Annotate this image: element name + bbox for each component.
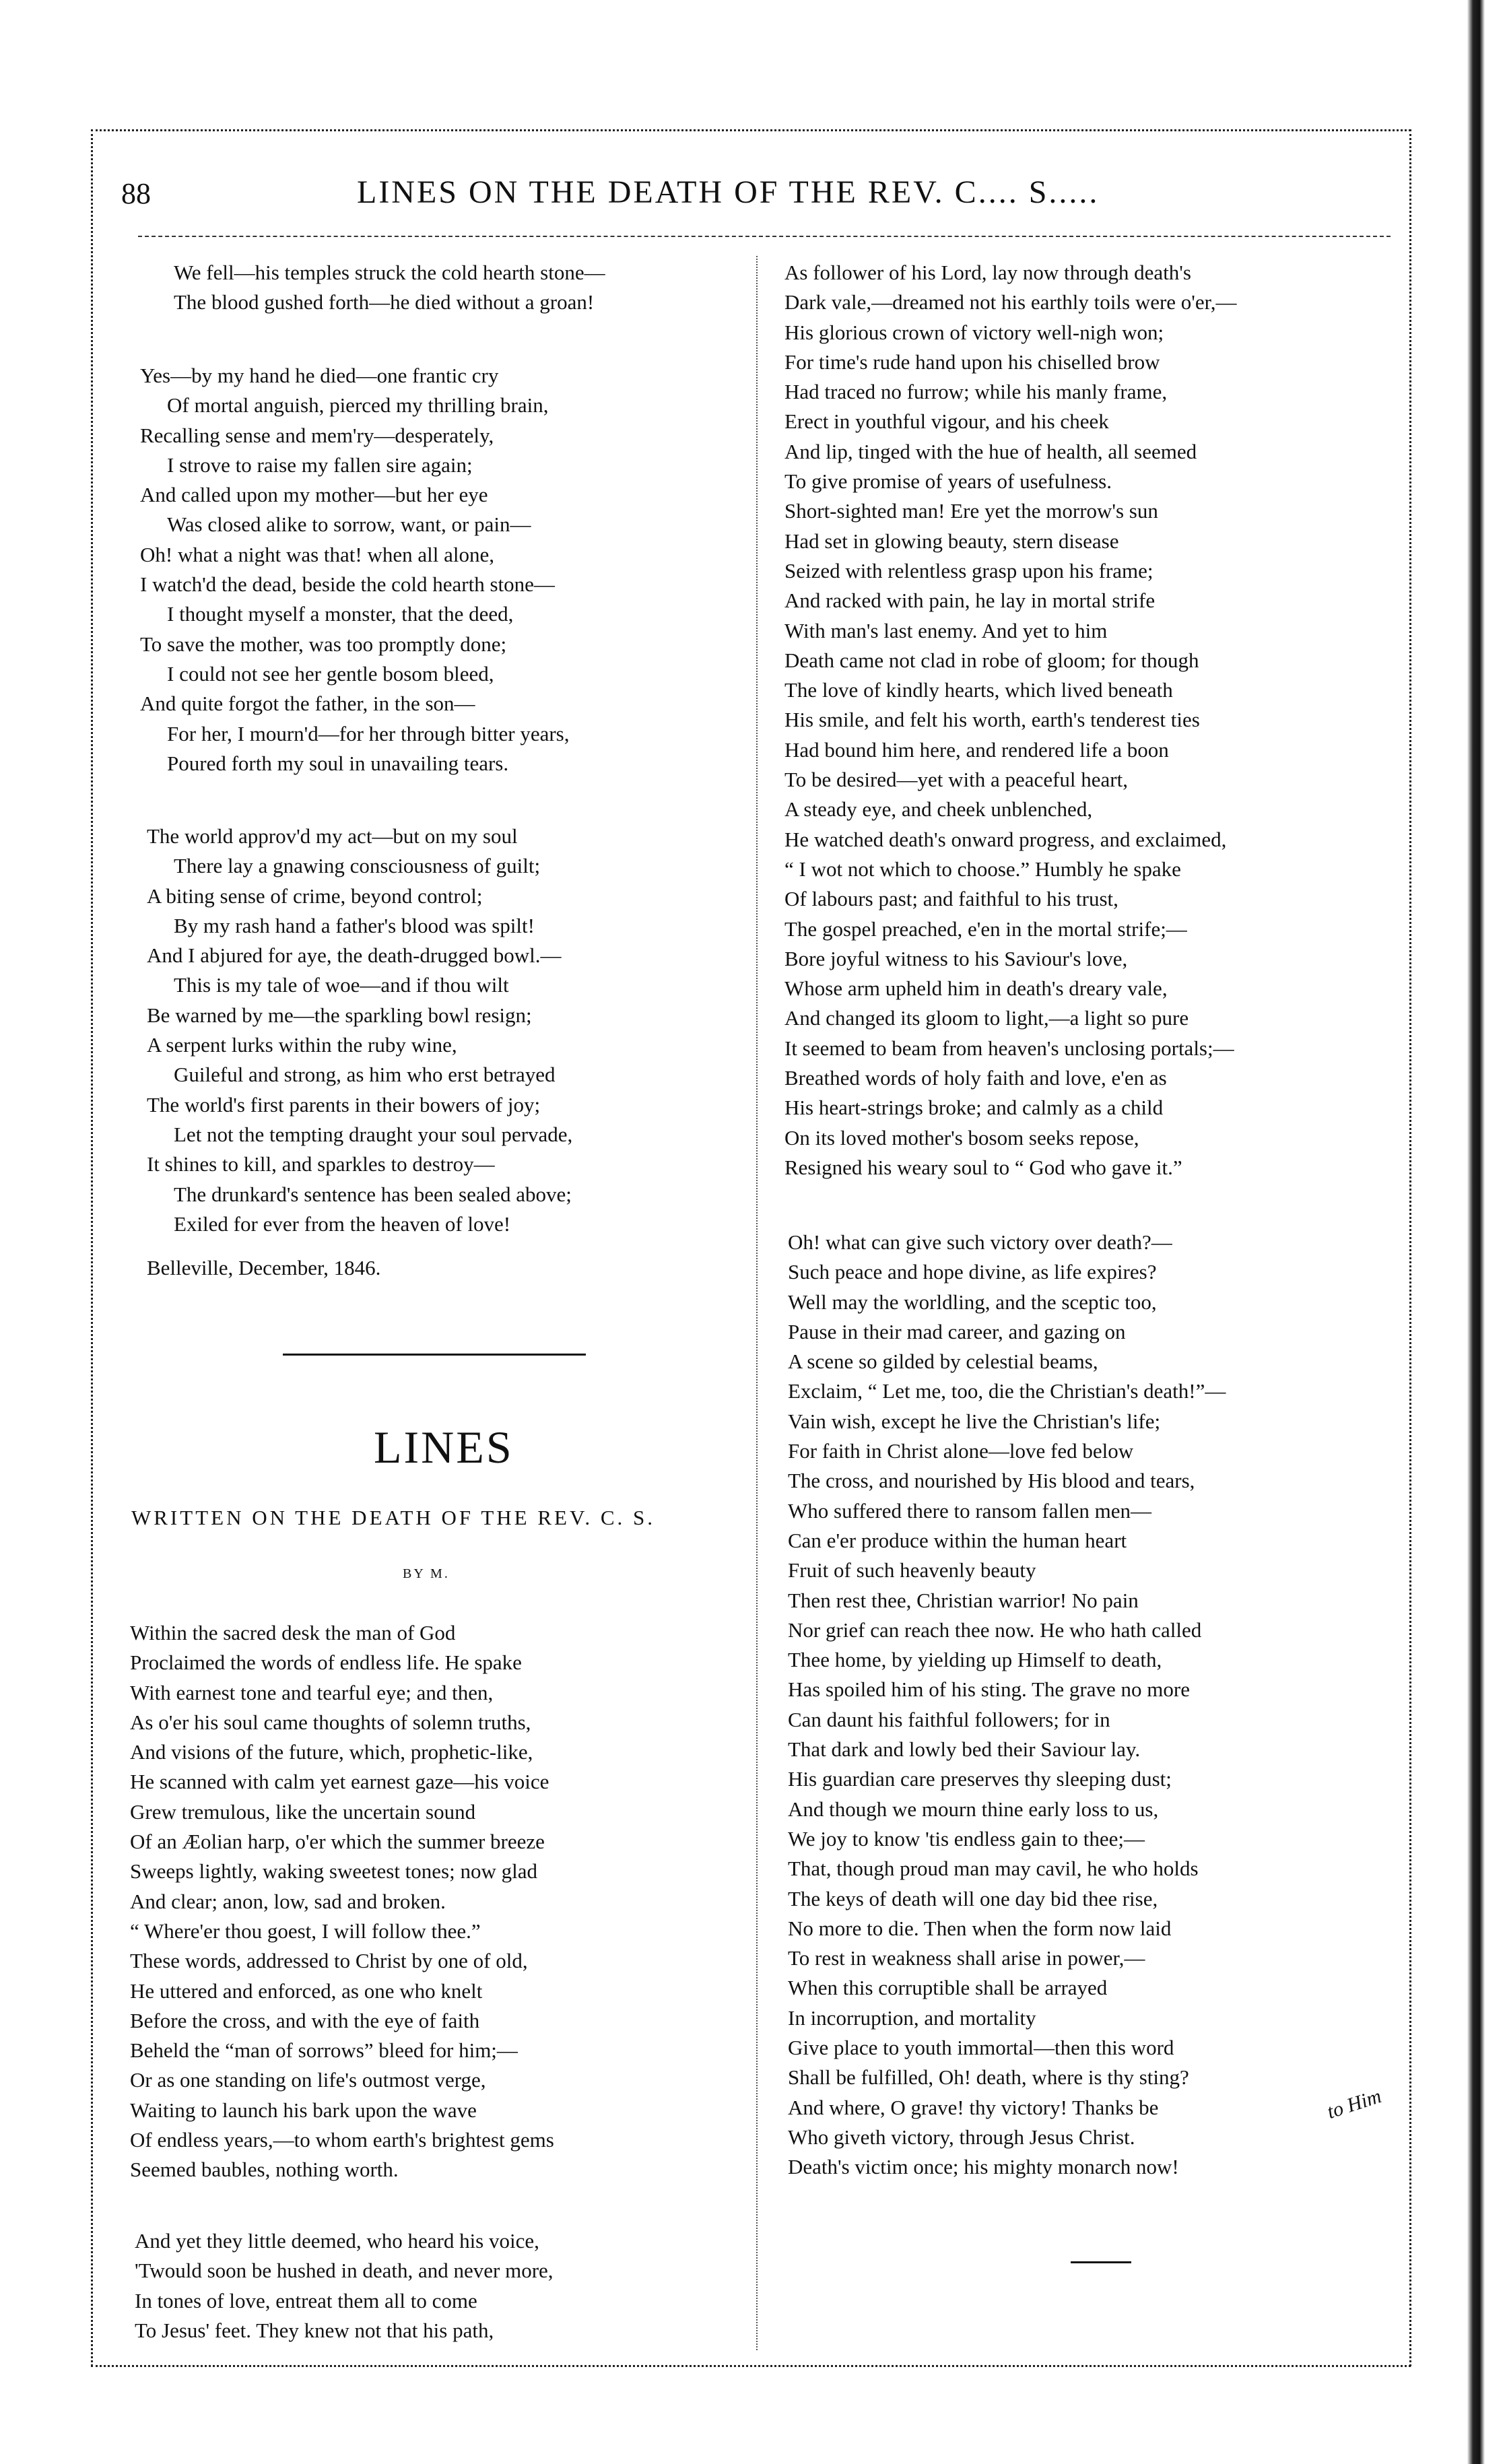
page-border-right <box>1409 129 1411 2366</box>
verse-line: Bore joyful witness to his Saviour's love, <box>784 946 1128 970</box>
verse-line: Seized with relentless grasp upon his frame; <box>784 558 1153 582</box>
verse-line: Of an Æolian harp, o'er which the summer breeze <box>130 1830 545 1854</box>
verse-line: The world approv'd my act—but on my soul <box>147 824 518 848</box>
verse-line: To be desired—yet with a peaceful heart, <box>784 768 1128 792</box>
verse-line: The keys of death will one day bid thee rise, <box>788 1886 1158 1910</box>
verse-line: This is my tale of woe—and if thou wilt <box>174 973 509 997</box>
verse-line: And quite forgot the father, in the son— <box>140 692 475 716</box>
verse-line: “ Where'er thou goest, I will follow thee.” <box>130 1919 481 1943</box>
verse-line: And where, O grave! thy victory! Thanks be <box>788 2095 1159 2119</box>
verse-line: We joy to know 'tis endless gain to thee;— <box>788 1826 1145 1851</box>
verse-line: Vain wish, except he live the Christian's life; <box>788 1409 1161 1433</box>
verse-line: Breathed words of holy faith and love, e'en as <box>784 1066 1167 1090</box>
verse-line: Can e'er produce within the human heart <box>788 1528 1127 1552</box>
verse-line: Oh! what a night was that! when all alone, <box>140 542 494 566</box>
verse-line: And called upon my mother—but her eye <box>140 483 488 507</box>
verse-line: A steady eye, and cheek unblenched, <box>784 797 1093 822</box>
verse-line: The world's first parents in their bowers of joy; <box>147 1092 541 1117</box>
verse-line: Has spoiled him of his sting. The grave no more <box>788 1677 1190 1702</box>
verse-line: Recalling sense and mem'ry—desperately, <box>140 423 494 447</box>
verse-line: Yes—by my hand he died—one frantic cry <box>140 364 499 387</box>
verse-line: His smile, and felt his worth, earth's tenderest ties <box>784 708 1200 732</box>
verse-line: Seemed baubles, nothing worth. <box>130 2158 399 2182</box>
page-number: 88 <box>121 177 151 210</box>
verse-line: I strove to raise my fallen sire again; <box>167 453 473 477</box>
verse-line: Erect in youthful vigour, and his cheek <box>784 409 1109 434</box>
verse-line: He watched death's onward progress, and exclaimed, <box>784 827 1227 851</box>
verse-line: In incorruption, and mortality <box>788 2005 1036 2030</box>
verse-line: Pause in their mad career, and gazing on <box>788 1319 1126 1343</box>
verse-line: Of mortal anguish, pierced my thrilling brain, <box>167 393 549 418</box>
verse-line: Proclaimed the words of endless life. He spake <box>130 1651 522 1675</box>
verse-line: Was closed alike to sorrow, want, or pain— <box>167 512 531 537</box>
verse-line: “ I wot not which to choose.” Humbly he spake <box>784 857 1181 881</box>
stanza-left-1 <box>147 258 605 318</box>
verse-line: I thought myself a monster, that the deed, <box>167 602 514 626</box>
verse-line: Or as one standing on life's outmost verge, <box>130 2068 486 2092</box>
margin-note: to Him <box>1324 2085 1384 2123</box>
verse-line: Nor grief can reach thee now. He who hath called <box>788 1618 1202 1642</box>
separator-rule <box>283 1354 586 1356</box>
verse-line: And I abjured for aye, the death-drugged bowl.— <box>147 943 562 968</box>
verse-line: Resigned his weary soul to “ God who gave it.” <box>784 1155 1182 1179</box>
verse-line: A scene so gilded by celestial beams, <box>788 1350 1098 1374</box>
verse-line: Exiled for ever from the heaven of love! <box>174 1211 511 1236</box>
verse-line: Grew tremulous, like the uncertain sound <box>130 1799 476 1824</box>
stanza-left-2 <box>140 361 570 778</box>
verse-line: To give promise of years of usefulness. <box>784 469 1112 494</box>
verse-line: As follower of his Lord, lay now through death's <box>784 261 1191 284</box>
verse-line: He uttered and enforced, as one who knelt <box>130 1978 483 2003</box>
verse-line: Beheld the “man of sorrows” bleed for him;— <box>130 2038 518 2063</box>
verse-line: And yet they little deemed, who heard his voice, <box>135 2229 539 2253</box>
verse-line: Had traced no furrow; while his manly frame, <box>784 380 1168 404</box>
verse-line: In tones of love, entreat them all to come <box>135 2288 477 2312</box>
verse-line: It seemed to beam from heaven's unclosing portals;— <box>784 1036 1234 1060</box>
verse-line: Let not the tempting draught your soul pervade, <box>174 1122 573 1146</box>
verse-line: To save the mother, was too promptly done; <box>140 632 507 656</box>
verse-line: Well may the worldling, and the sceptic too, <box>788 1290 1157 1314</box>
verse-line: Sweeps lightly, waking sweetest tones; now glad <box>130 1859 537 1884</box>
verse-line: Be warned by me—the sparkling bowl resign; <box>147 1003 532 1027</box>
verse-line: The love of kindly hearts, which lived beneath <box>784 678 1173 702</box>
verse-line: Can daunt his faithful followers; for in <box>788 1707 1110 1731</box>
verse-line: A biting sense of crime, beyond control; <box>147 884 483 908</box>
verse-line: Thee home, by yielding up Himself to death, <box>788 1648 1162 1672</box>
verse-line: Guileful and strong, as him who erst betrayed <box>174 1063 556 1087</box>
verse-line: Give place to youth immortal—then this word <box>788 2036 1174 2060</box>
verse-line: Exclaim, “ Let me, too, die the Christian's death!”— <box>788 1379 1226 1403</box>
verse-line: Fruit of such heavenly beauty <box>788 1558 1036 1583</box>
verse-line: He scanned with calm yet earnest gaze—his voice <box>130 1770 549 1794</box>
verse-line: That dark and lowly bed their Saviour lay. <box>788 1737 1141 1762</box>
verse-line: Waiting to launch his bark upon the wave <box>130 2098 477 2122</box>
verse-line: Had set in glowing beauty, stern disease <box>784 529 1119 553</box>
verse-line: Dark vale,—dreamed not his earthly toils were o'er,— <box>784 290 1237 314</box>
stanza-left-4 <box>130 1618 554 2185</box>
verse-line: Oh! what can give such victory over death?— <box>788 1230 1172 1254</box>
running-title: LINES ON THE DEATH OF THE REV. C.... S..... <box>357 174 1100 210</box>
verse-line: And visions of the future, which, prophetic-like, <box>130 1740 533 1764</box>
verse-line: For time's rude hand upon his chiselled brow <box>784 349 1160 374</box>
poem-subtitle: WRITTEN ON THE DEATH OF THE REV. C. S. <box>131 1506 656 1529</box>
verse-line: Death came not clad in robe of gloom; for though <box>784 648 1199 672</box>
verse-line: Of labours past; and faithful to his trust, <box>784 887 1118 911</box>
verse-line: And racked with pain, he lay in mortal strife <box>784 589 1156 613</box>
verse-line: No more to die. Then when the form now laid <box>788 1916 1172 1940</box>
verse-line: The cross, and nourished by His blood and tears, <box>788 1469 1195 1493</box>
verse-line: Such peace and hope divine, as life expires? <box>788 1260 1157 1284</box>
poem-byline: BY M. <box>403 1566 450 1581</box>
verse-line: It shines to kill, and sparkles to destroy— <box>147 1152 495 1176</box>
verse-line: These words, addressed to Christ by one of old, <box>130 1949 528 1973</box>
verse-line: Who giveth victory, through Jesus Christ. <box>788 2125 1135 2149</box>
column-divider <box>756 256 758 2350</box>
verse-line: For her, I mourn'd—for her through bitter years, <box>167 721 570 745</box>
verse-line: For faith in Christ alone—love fed below <box>788 1439 1134 1463</box>
verse-line: Had bound him here, and rendered life a boon <box>784 737 1169 762</box>
poem-title: LINES <box>374 1422 514 1473</box>
verse-line: And changed its gloom to light,—a light so pure <box>784 1006 1189 1030</box>
verse-line: When this corruptible shall be arrayed <box>788 1976 1108 2000</box>
page-border-top <box>91 129 1411 131</box>
verse-line: Before the cross, and with the eye of faith <box>130 2008 480 2032</box>
verse-line: Of endless years,—to whom earth's brightest gems <box>130 2128 554 2152</box>
verse-line: His guardian care preserves thy sleeping dust; <box>788 1767 1172 1791</box>
verse-line: On its loved mother's bosom seeks repose, <box>784 1125 1139 1150</box>
verse-line: The blood gushed forth—he died without a groan! <box>174 290 595 314</box>
verse-line: His heart-strings broke; and calmly as a child <box>784 1096 1164 1120</box>
verse-line: I could not see her gentle bosom bleed, <box>167 661 494 686</box>
header-rule <box>138 236 1391 237</box>
page-border-bottom <box>91 2365 1411 2367</box>
verse-line: And lip, tinged with the hue of health, all seemed <box>784 439 1197 463</box>
verse-line: As o'er his soul came thoughts of solemn truths, <box>130 1710 531 1734</box>
stanza-left-3 <box>147 822 572 1239</box>
verse-line: Whose arm upheld him in death's dreary vale, <box>784 976 1168 1001</box>
verse-line: We fell—his temples struck the cold hearth stone— <box>174 261 605 284</box>
verse-line: With earnest tone and tearful eye; and then, <box>130 1680 494 1704</box>
verse-line: Then rest thee, Christian warrior! No pain <box>788 1588 1139 1612</box>
verse-line: And though we mourn thine early loss to us, <box>788 1797 1159 1821</box>
stanza-right-2 <box>788 1228 1226 2183</box>
verse-line: The drunkard's sentence has been sealed above; <box>174 1182 572 1206</box>
verse-line: I watch'd the dead, beside the cold hearth stone— <box>140 572 555 597</box>
verse-line: That, though proud man may cavil, he who holds <box>788 1857 1199 1881</box>
verse-line: Within the sacred desk the man of God <box>130 1621 456 1644</box>
verse-line: And clear; anon, low, sad and broken. <box>130 1889 446 1913</box>
verse-line: Death's victim once; his mighty monarch now! <box>788 2155 1179 2179</box>
verse-line: His glorious crown of victory well-nigh won; <box>784 320 1164 344</box>
dateline: Belleville, December, 1846. <box>147 1256 381 1279</box>
verse-line: The gospel preached, e'en in the mortal strife;— <box>784 917 1187 941</box>
stanza-left-5 <box>135 2226 554 2345</box>
verse-line: There lay a gnawing consciousness of guilt; <box>174 854 541 878</box>
stanza-right-1 <box>784 258 1236 1183</box>
verse-line: Who suffered there to ransom fallen men— <box>788 1498 1152 1523</box>
end-rule <box>1071 2261 1131 2263</box>
page-border-left <box>91 129 93 2366</box>
scan-edge-shadow <box>1421 0 1505 2464</box>
verse-line: Shall be fulfilled, Oh! death, where is thy sting? <box>788 2065 1189 2090</box>
verse-line: 'Twould soon be hushed in death, and never more, <box>135 2259 554 2283</box>
verse-line: A serpent lurks within the ruby wine, <box>147 1033 457 1057</box>
verse-line: With man's last enemy. And yet to him <box>784 618 1108 642</box>
verse-line: Short-sighted man! Ere yet the morrow's sun <box>784 499 1158 523</box>
verse-line: By my rash hand a father's blood was spilt! <box>174 913 535 937</box>
verse-line: To Jesus' feet. They knew not that his path, <box>135 2318 494 2342</box>
verse-line: To rest in weakness shall arise in power,— <box>788 1946 1145 1970</box>
verse-line: Poured forth my soul in unavailing tears. <box>167 751 509 775</box>
